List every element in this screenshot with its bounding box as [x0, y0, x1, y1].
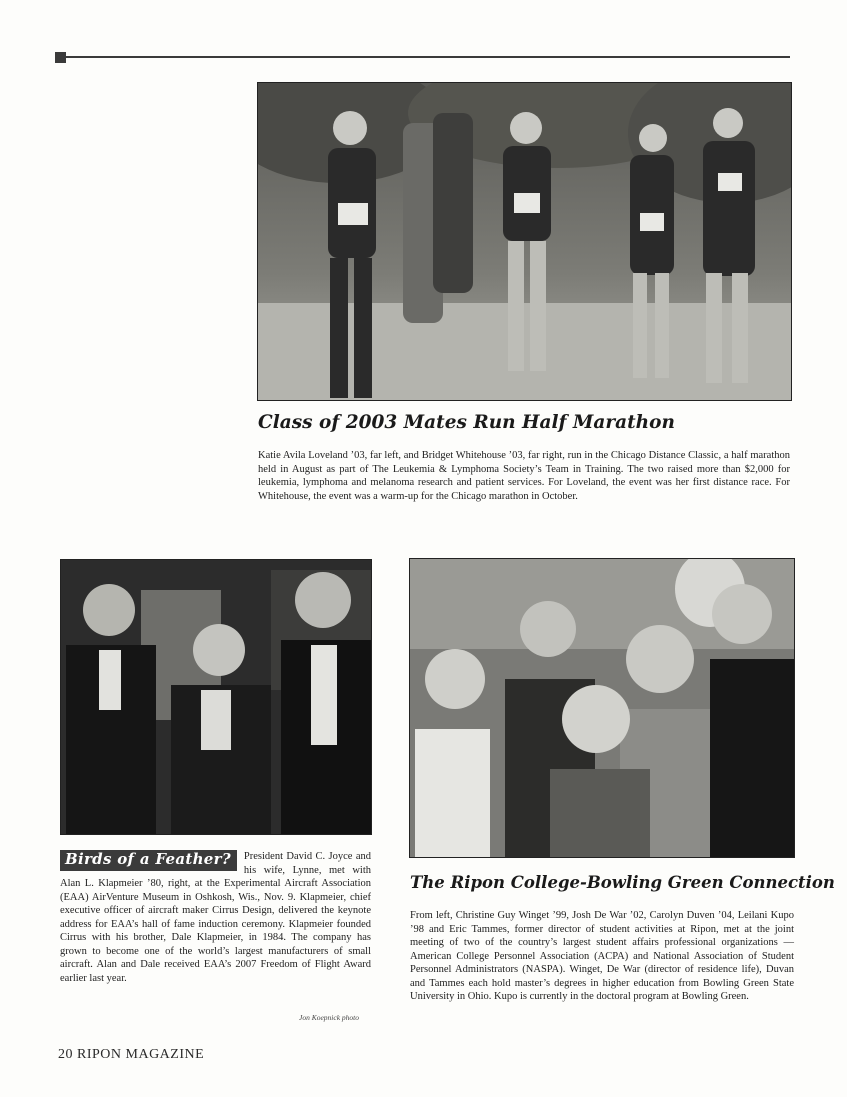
bowling-caption-text: From left, Christine Guy Winget ’99, Josh De War ’02, Carolyn Duven ’04, Leilani Kupo ’98 and Eric Tammes, former director of student activities at Ripon, met at the joint meeting of two of the country’s largest student affairs professional organizations — American College Personnel Association (ACPA) and National Association of Student Personnel Administrators (NASPA). Winget, De War (director of residence life), Duvan and Tammes each hold master’s degrees in higher education from Bowling Green State University in Ohio. Kupo is currently in the doctoral program at Bowling Green.	[410, 910, 794, 1002]
marathon-heading: Class of 2003 Mates Run Half Marathon	[258, 412, 675, 433]
header-rule-square	[55, 52, 66, 63]
photo-credit: Jon Koepnick photo	[299, 1013, 359, 1022]
page-number: 20	[58, 1047, 73, 1062]
feather-caption-text: President David C. Joyce and his wife, Lynne, met with Alan L. Klapmeier ’80, right, at the Experimental Aircraft Association (EAA) AirVenture Museum in Oshkosh, Wis., Nov. 9. Klapmeier, chief executive officer of aircraft maker Cirrus Design, delivered the keynote address for EAA’s hall of fame induction ceremony. Klapmeier founded Cirrus with his brother, Dale Klapmeier, in 1984. The company has grown to become one of the world’s largest manufacturers of small aircraft. Alan and Dale received EAA’s 2007 Freedom of Flight Award earlier last year.	[60, 851, 371, 984]
bowling-heading: The Ripon College-Bowling Green Connection	[410, 873, 835, 892]
marathon-caption-text: Katie Avila Loveland ’03, far left, and Bridget Whitehouse ’03, far right, run in the Chicago Distance Classic, a half marathon held in August as part of The Leukemia & Lymphoma Society’s Team in Training. The two raised more than $2,000 for leukemia, lymphoma and melanoma research and patient services. For Loveland, the event was her first distance race. For Whitehouse, the event was a warm-up for the Chicago marathon in October.	[258, 450, 790, 502]
feather-photo	[60, 559, 372, 835]
feather-caption	[60, 850, 371, 985]
marathon-photo	[257, 82, 792, 401]
marathon-caption	[258, 449, 790, 503]
bowling-caption	[410, 909, 794, 1004]
header-rule-line	[66, 56, 790, 58]
publication-name: RIPON MAGAZINE	[77, 1047, 205, 1062]
page-footer	[58, 1047, 204, 1063]
bowling-photo	[409, 558, 795, 858]
feather-heading: Birds of a Feather?	[60, 850, 237, 871]
